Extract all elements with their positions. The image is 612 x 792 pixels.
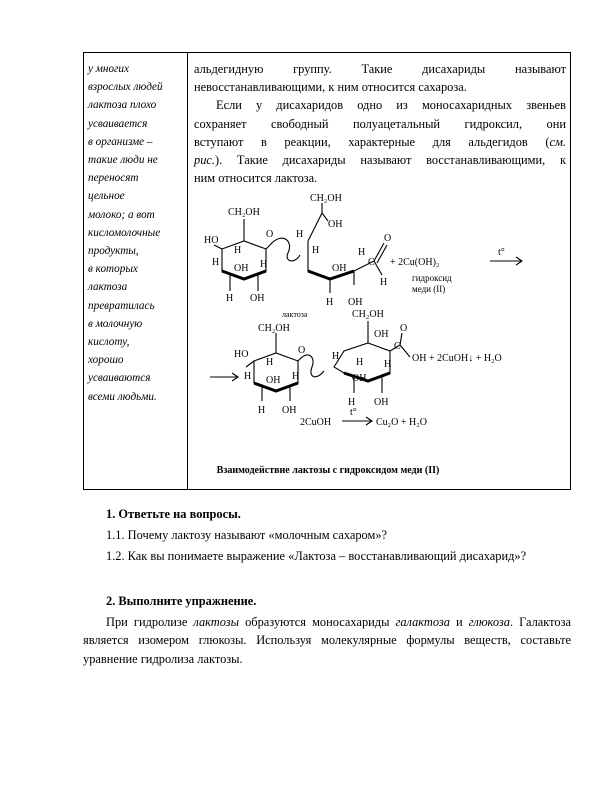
atom-label: CH₂OH (258, 323, 290, 334)
atom-label: HO (204, 235, 219, 246)
side-note-line: всеми людьми. (88, 390, 157, 403)
text-run: и (449, 615, 469, 629)
side-note-line: лактоза (88, 281, 128, 294)
atom-label: H (358, 247, 366, 258)
text-run-italic: см. (549, 134, 566, 149)
side-note-line: переносят (88, 172, 139, 185)
side-note-line: цельное (88, 190, 125, 203)
text-run-italic: лактозы (193, 615, 240, 629)
text-run-italic: галактоза (395, 615, 450, 629)
text-line: сохраняет свободный полуацетальный гидроксил, они (194, 116, 566, 131)
atom-label: OH (328, 219, 343, 230)
side-note-line: продукты, (88, 245, 139, 258)
atom-label: H (312, 245, 320, 256)
exercise-text (83, 613, 571, 668)
atom-label: H (296, 229, 304, 240)
section-heading: 1. Ответьте на вопросы. (106, 507, 241, 521)
reaction-right: Cu₂O + H₂O (376, 417, 427, 428)
atom-label: H (348, 397, 356, 408)
atom-label: C (394, 341, 401, 352)
side-note (88, 60, 185, 406)
reagent-name: гидроксид (412, 273, 452, 283)
atom-label: H (234, 245, 242, 256)
content-table (83, 52, 571, 490)
atom-label: H (326, 297, 334, 308)
text-line: альдегидную группу. Такие дисахариды называют (194, 62, 566, 76)
atom-label: OH (348, 297, 363, 308)
side-note-line: лактоза плохо (88, 99, 157, 112)
atom-label: H (260, 259, 268, 270)
atom-label: HO (234, 349, 249, 360)
atom-label: OH (250, 293, 265, 304)
atom-label: O (384, 233, 392, 244)
atom-label: OH (352, 373, 367, 384)
side-note-line: такие люди не (88, 154, 158, 167)
atom-label: O (400, 323, 408, 334)
paragraph (194, 96, 566, 187)
text-line (194, 133, 566, 151)
atom-label: H (266, 357, 274, 368)
question: 1.2. Как вы понимаете выражение «Лактоза – восстанавливающий дисахарид»? (106, 549, 527, 563)
text-run: При гидролизе (106, 615, 194, 629)
reaction-left: 2CuOH (300, 417, 332, 428)
atom-label: H (212, 257, 220, 268)
section-heading: 2. Выполните упражнение. (106, 594, 257, 608)
side-note-line: в молочную (88, 317, 143, 330)
side-note-line: в которых (88, 263, 138, 276)
lactose-label: лактоза (282, 310, 308, 319)
atom-label: OH (266, 375, 281, 386)
atom-label: OH (234, 263, 249, 274)
figure-caption: Взаимодействие лактозы с гидроксидом меди (II) (216, 465, 440, 476)
atom-label: CH₂OH (228, 207, 260, 218)
side-note-line: хорошо (88, 354, 124, 367)
side-note-line: кислоту, (88, 336, 130, 349)
atom-label: H (244, 371, 252, 382)
atom-label: OH (282, 405, 297, 416)
reaction-diagram (204, 193, 588, 439)
text-line: Если у дисахаридов одно из моносахаридных звеньев (216, 98, 566, 113)
atom-label: H (332, 351, 340, 362)
reaction-svg (204, 193, 588, 439)
atom-label: H (380, 277, 388, 288)
side-note-line: превратилась (88, 299, 155, 312)
side-note-line: молоко; а вот (88, 208, 155, 221)
reagent-label: + 2Cu(OH)₂ (390, 257, 440, 268)
paragraph (194, 60, 566, 96)
side-note-line: взрослых людей (88, 81, 163, 94)
side-note-line: усваивается (88, 117, 148, 130)
text-run: ). Такие дисахариды называют восстанавливающими, к (215, 153, 566, 168)
text-run: . Галактоза является изомером глюкозы. Используя молекулярные формулы веществ, составьте уравнение гидролиза лактозы. (83, 615, 571, 666)
atom-label: H (292, 371, 300, 382)
heat-label: t° (498, 247, 505, 258)
atom-label: H (356, 357, 364, 368)
text-line: невосстанавливающими, к ним относится сахароза. (194, 80, 467, 95)
heat-label: t° (350, 407, 357, 418)
side-note-line: у многих (88, 63, 129, 75)
atom-label: O (266, 229, 274, 240)
text-line: ним относится лактоза. (194, 171, 318, 186)
product-label: OH + 2CuOH↓ + H₂O (412, 353, 502, 364)
main-text (194, 60, 566, 187)
atom-label: OH (332, 263, 347, 274)
atom-label: O (298, 345, 306, 356)
side-note-line: в организме – (88, 135, 153, 148)
text-line (194, 151, 566, 169)
text-run-italic: рис. (194, 153, 215, 168)
atom-label: OH (374, 329, 389, 340)
side-note-line: усваиваются (88, 372, 151, 385)
atom-label: H (226, 293, 234, 304)
column-divider (187, 53, 188, 489)
atom-label: H (384, 359, 392, 370)
text-run: вступают в реакции, характерные для альдегидов ( (194, 134, 550, 149)
reagent-name: меди (II) (412, 284, 446, 294)
question: 1.1. Почему лактозу называют «молочным сахаром»? (106, 528, 388, 542)
atom-label: C (368, 257, 375, 268)
atom-label: H (258, 405, 266, 416)
atom-label: OH (374, 397, 389, 408)
atom-label: CH₂OH (352, 309, 384, 320)
text-run-italic: глюкоза (468, 615, 510, 629)
side-note-line: кисломолочные (88, 226, 161, 239)
text-run: образуются моносахариды (239, 615, 396, 629)
atom-label: CH₂OH (310, 193, 342, 204)
